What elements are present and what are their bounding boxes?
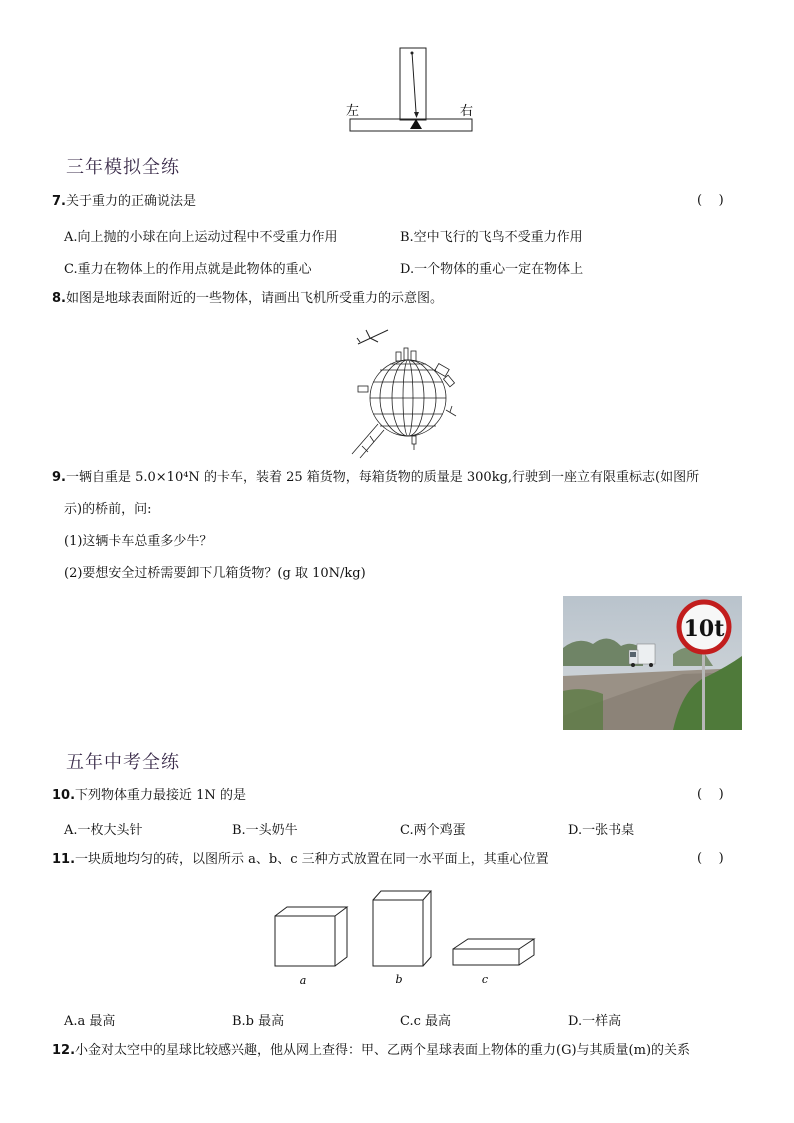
tower-icon: [352, 424, 384, 458]
option-11a: A.a 最高: [64, 1014, 116, 1029]
person-icon: [412, 436, 416, 450]
bricks-figure: [265, 888, 555, 990]
bridge-sign-photo: [563, 596, 742, 730]
lever-left-label: 左: [346, 104, 360, 119]
question-text: 小金对太空中的星球比较感兴趣，他从网上查得：甲、乙两个星球表面上物体的重力(G)与其质量(m)的关系: [75, 1043, 691, 1058]
question-7: [52, 193, 196, 211]
brick-c: [453, 939, 534, 965]
question-text: 一块质地均匀的砖，以图所示 a、b、c 三种方式放置在同一水平面上，其重心位置: [75, 852, 549, 867]
lever-right-label: 右: [460, 104, 474, 119]
answer-paren-10: ( ): [697, 787, 724, 802]
option-11d: D.一样高: [568, 1014, 622, 1029]
question-11: [52, 851, 549, 869]
question-number: 12.: [52, 1043, 76, 1058]
option-10b: B.一头奶牛: [232, 823, 298, 838]
option-7a: A.向上抛的小球在向上运动过程中不受重力作用: [64, 230, 338, 245]
earth-figure: [340, 320, 470, 460]
question-9-line1: [52, 469, 699, 487]
section-title-2: 五年中考全练: [66, 752, 180, 773]
brick-label-b: b: [395, 973, 403, 986]
question-number: 11.: [52, 852, 76, 867]
option-10a: A.一枚大头针: [64, 823, 143, 838]
answer-paren-7: ( ): [697, 193, 724, 208]
option-7c: C.重力在物体上的作用点就是此物体的重心: [64, 262, 312, 277]
question-number: 8.: [52, 291, 66, 306]
airplane-icon: [357, 330, 388, 344]
question-text: 下列物体重力最接近 1N 的是: [75, 788, 246, 803]
question-9-sub2: (2)要想安全过桥需要卸下几箱货物？(g 取 10N/kg): [64, 566, 366, 581]
option-7d: D.一个物体的重心一定在物体上: [400, 262, 584, 277]
option-7b: B.空中飞行的飞鸟不受重力作用: [400, 230, 583, 245]
question-8: [52, 290, 443, 308]
option-10c: C.两个鸡蛋: [400, 823, 466, 838]
option-11c: C.c 最高: [400, 1014, 452, 1029]
option-10d: D.一张书桌: [568, 823, 635, 838]
option-11b: B.b 最高: [232, 1014, 285, 1029]
question-number: 10.: [52, 788, 76, 803]
lever-figure: [330, 40, 480, 135]
question-10: [52, 787, 246, 805]
tree-icon: [446, 406, 456, 416]
brick-b: [373, 891, 431, 966]
brick-label-a: a: [299, 974, 307, 987]
question-text: 一辆自重是 5.0×10⁴N 的卡车，装着 25 箱货物，每箱货物的质量是 300kg,行驶到一座立有限重标志(如图所: [65, 470, 700, 485]
globe-icon: [370, 360, 446, 436]
question-number: 9.: [52, 470, 66, 485]
question-12: [52, 1042, 690, 1060]
section-title-1: 三年模拟全练: [66, 157, 180, 178]
question-text: 如图是地球表面附近的一些物体，请画出飞机所受重力的示意图。: [65, 291, 443, 306]
weight-limit-sign: 10t: [683, 616, 725, 642]
question-text: 关于重力的正确说法是: [65, 194, 196, 209]
brick-label-c: c: [481, 973, 489, 986]
car-icon: [358, 386, 368, 392]
question-9-line2: 示)的桥前，问:: [64, 502, 152, 517]
answer-paren-11: ( ): [697, 851, 724, 866]
question-9-sub1: (1)这辆卡车总重多少牛？: [64, 534, 213, 549]
question-number: 7.: [52, 194, 66, 209]
brick-a: [275, 907, 347, 966]
